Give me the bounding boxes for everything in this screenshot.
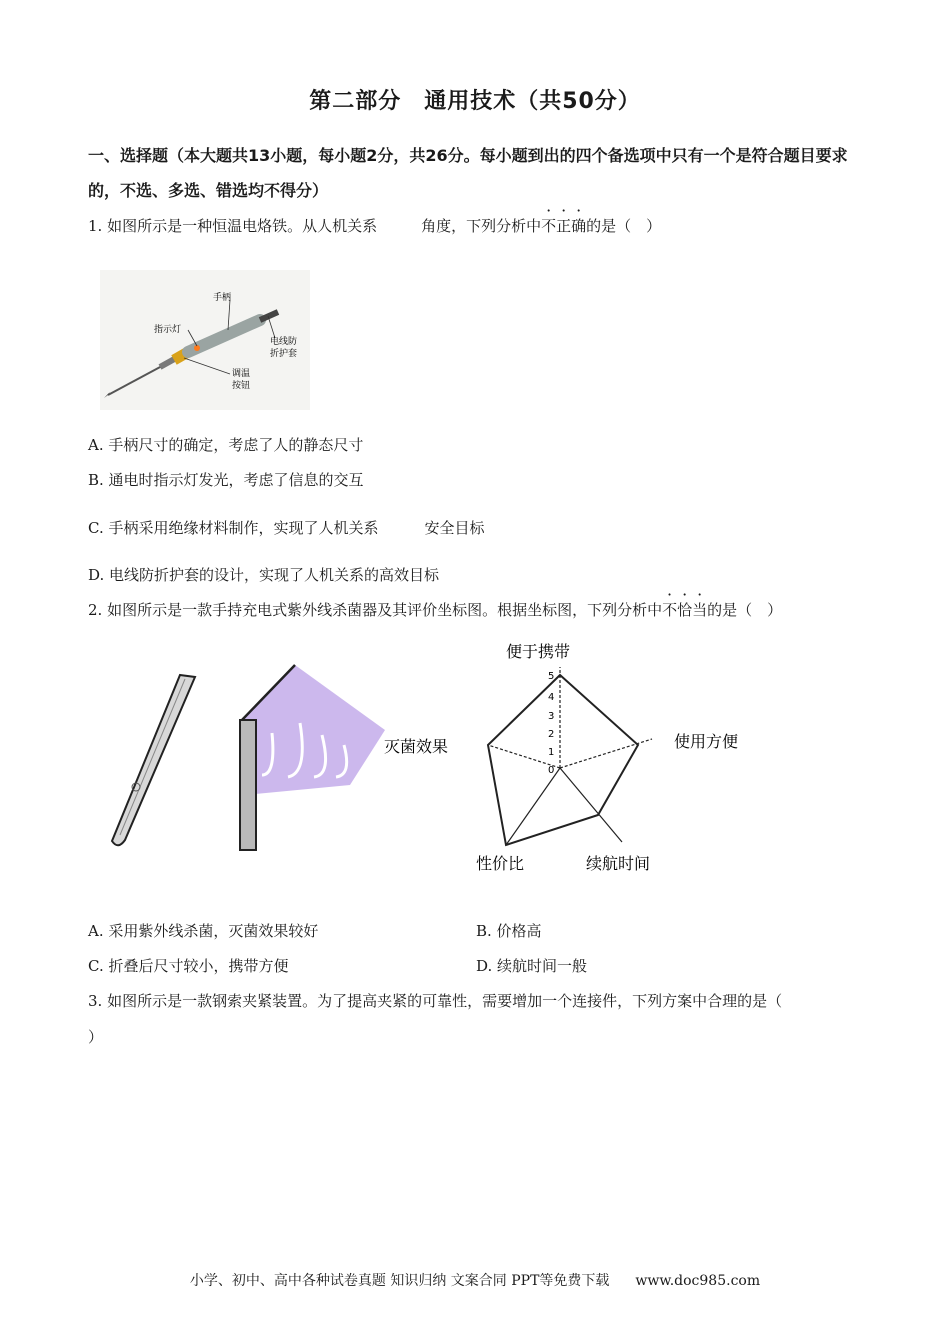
label-cable-guard-line1: 电线防 [270, 337, 298, 347]
radar-outline [488, 675, 638, 845]
q1-emphasis-char: 正 [556, 217, 572, 235]
label-cable-guard-line2: 折护套 [270, 349, 298, 359]
q1-stem-part-a: 1. 如图所示是一种恒温电烙铁。从人机关系 [88, 217, 378, 235]
page-title: 第二部分 通用技术（共50分） [309, 89, 641, 114]
q2-stem-part-c: 的是（ ） [707, 601, 783, 619]
radar-tick-label: 1 [548, 747, 555, 758]
q1-stem-part-b: 角度，下列分析中 [421, 217, 542, 235]
q1-option-a: A. 手柄尺寸的确定，考虑了人的静态尺寸 [88, 436, 364, 454]
uv-sterilizer-figure [100, 635, 760, 880]
radar-axis-label-cost-performance: 性价比 [476, 854, 525, 873]
q2-option-c: C. 折叠后尺寸较小，携带方便 [88, 957, 289, 975]
radar-axis [560, 739, 652, 768]
page-footer [0, 1270, 950, 1290]
radar-tick-label: 0 [548, 765, 555, 776]
section-heading: 一、选择题（本大题共13小题，每小题2分，共26分。每小题到出的四个备选项中只有一个是符合题目要求的，不选、多选、错选均不得分） [88, 146, 848, 200]
q2-option-a: A. 采用紫外线杀菌，灭菌效果较好 [88, 922, 319, 940]
radar-axis-label-battery-life: 续航时间 [586, 854, 651, 873]
q1-option-c-part1: C. 手柄采用绝缘材料制作，实现了人机关系 [88, 519, 379, 537]
q2-stem-part-a: 2. 如图所示是一款手持充电式紫外线杀菌器及其评价坐标图。根据坐标图，下列分析中 [88, 601, 663, 619]
label-handle: 手柄 [213, 293, 232, 303]
footer-url[interactable]: www.doc985.com [635, 1273, 761, 1289]
q1-option-b: B. 通电时指示灯发光，考虑了信息的交互 [88, 471, 364, 489]
q1-emphasis-char: 不 [541, 217, 557, 235]
q1-option-c [88, 518, 485, 538]
radar-axis-label-portability: 便于携带 [506, 642, 571, 661]
radar-tick-label: 3 [548, 711, 555, 722]
label-indicator: 指示灯 [154, 325, 182, 335]
question-1-stem [88, 216, 661, 236]
folded-body [112, 675, 195, 845]
radar-tick-label: 4 [548, 692, 555, 703]
q2-emphasis-char: 不 [662, 601, 678, 619]
question-3-stem-line2: ） [88, 1028, 104, 1046]
radar-axis-label-sterilization-effect: 灭菌效果 [384, 737, 449, 756]
q2-emphasis-char: 当 [692, 601, 708, 619]
q2-option-d: D. 续航时间一般 [476, 957, 588, 975]
sterilizer-handle [240, 720, 256, 850]
q2-emphasis-char: 恰 [677, 601, 693, 619]
footer-text: 小学、初中、高中各种试卷真题 知识归纳 文案合同 PPT等免费下载 [189, 1273, 610, 1289]
q1-option-d: D. 电线防折护套的设计，实现了人机关系的高效目标 [88, 566, 440, 584]
radar-axis-label-ease-of-use: 使用方便 [674, 732, 739, 751]
q2-option-b: B. 价格高 [476, 922, 542, 940]
radar-tick-label: 2 [548, 729, 555, 740]
q1-emphasis-char: 确 [571, 217, 587, 235]
folded-sterilizer [112, 675, 195, 845]
evaluation-radar-chart [384, 642, 738, 873]
radar-axis [560, 768, 622, 842]
question-3-stem-line1: 3. 如图所示是一款钢索夹紧装置。为了提高夹紧的可靠性，需要增加一个连接件，下列方案中合理的是（ [88, 992, 783, 1010]
label-knob-line1: 调温 [232, 369, 251, 379]
question-2-stem [88, 600, 782, 620]
label-knob-line2: 按钮 [232, 381, 251, 391]
radar-axis [506, 768, 560, 845]
soldering-iron-figure [100, 270, 310, 410]
opened-sterilizer [240, 665, 385, 850]
radar-tick-label: 5 [548, 671, 555, 682]
q1-option-c-part2: 安全目标 [424, 519, 485, 537]
folded-edge [120, 679, 185, 835]
q1-stem-part-c: 的是（ ） [586, 217, 662, 235]
